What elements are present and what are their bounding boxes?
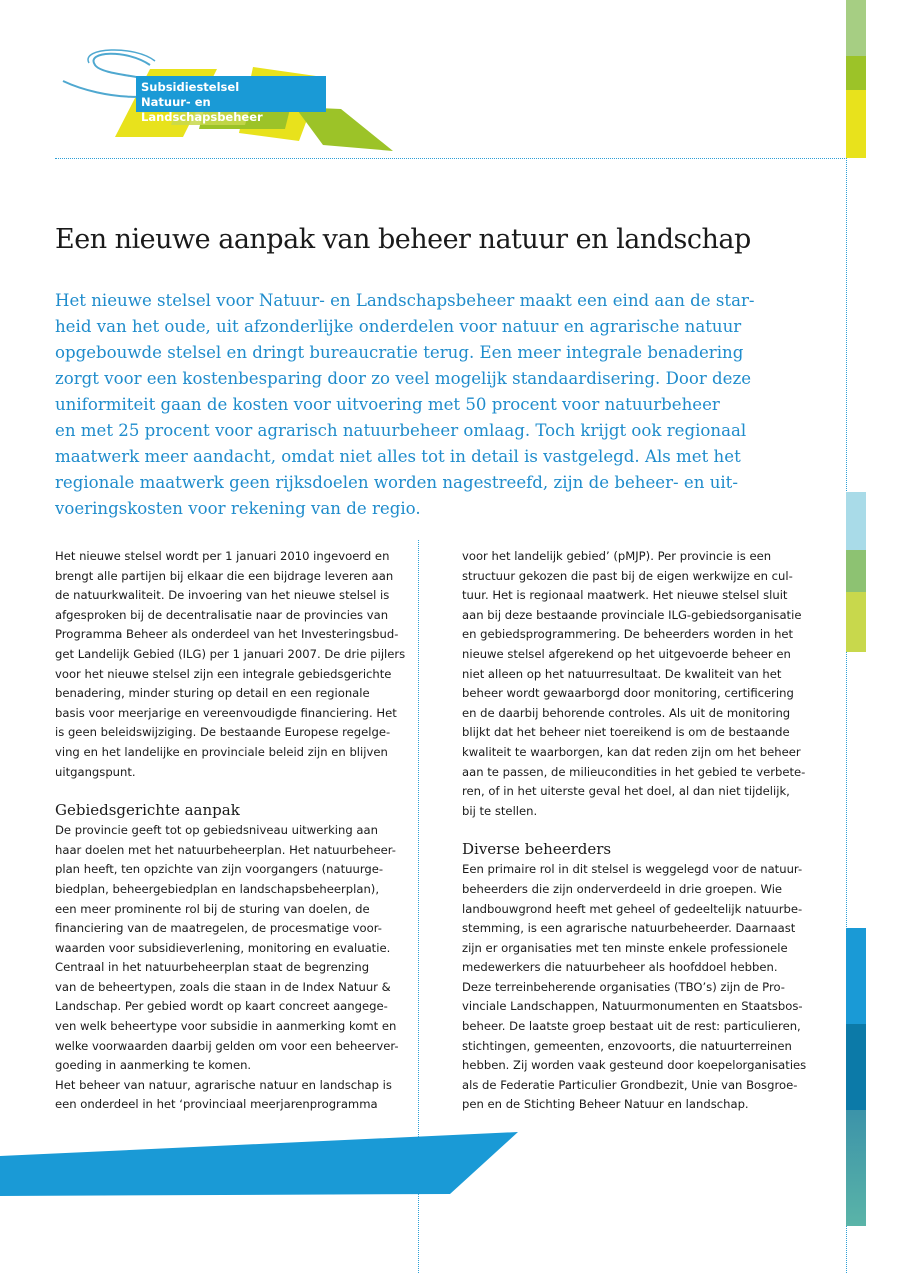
side-bar-3 — [846, 90, 866, 158]
text-line: aan bij deze bestaande provinciale ILG-gebiedsorganisatie — [462, 607, 802, 622]
text-line: ving en het landelijke en provinciale beleid zijn en blijven — [55, 744, 388, 759]
text-line: financiering van de maatregelen, de procesmatige voor- — [55, 921, 382, 936]
text-line: beheer wordt gewaarborgd door monitoring, certificering — [462, 686, 794, 701]
section-heading-beheerders: Diverse beheerders — [462, 840, 612, 859]
intro-paragraph — [55, 547, 406, 782]
text-line: biedplan, beheergebiedplan en landschapsbeheerplan), — [55, 881, 380, 896]
lead-line: Het nieuwe stelsel voor Natuur- en Landschapsbeheer maakt een eind aan de star- — [55, 291, 755, 310]
text-line: niet alleen op het natuurresultaat. De kwaliteit van het — [462, 666, 782, 681]
text-line: ren, of in het uiterste geval het doel, al dan niet tijdelijk, — [462, 784, 790, 799]
text-line: welke voorwaarden daarbij gelden om voor een beheerver- — [55, 1038, 399, 1053]
text-line: zijn er organisaties met ten minste enkele professionele — [462, 940, 788, 955]
text-line: Een primaire rol in dit stelsel is weggelegd voor de natuur- — [462, 862, 803, 877]
text-line: haar doelen met het natuurbeheerplan. Het natuurbeheer- — [55, 842, 396, 857]
side-bar-6 — [846, 592, 866, 652]
text-line: basis voor meerjarige en vereenvoudigde financiering. Het — [55, 705, 397, 720]
lead-line: heid van het oude, uit afzonderlijke onderdelen voor natuur en agrarische natuur — [55, 317, 742, 336]
text-line: plan heeft, ten opzichte van zijn voorgangers (natuurge- — [55, 862, 384, 877]
lead-paragraph — [55, 288, 815, 522]
blue-wedge-graphic — [0, 1130, 520, 1200]
text-line: is geen beleidswijziging. De bestaande Europese regelge- — [55, 725, 391, 740]
text-line: Het nieuwe stelsel wordt per 1 januari 2010 ingevoerd en — [55, 549, 390, 563]
text-line: beheer. De laatste groep bestaat uit de rest: particulieren, — [462, 1019, 801, 1034]
text-line: pen en de Stichting Beheer Natuur en landschap. — [462, 1097, 749, 1112]
continued-paragraph — [462, 547, 806, 821]
lead-line: maatwerk meer aandacht, omdat niet alles tot in detail is vastgelegd. Als met het — [55, 447, 741, 466]
text-line: aan te passen, de milieucondities in het gebied te verbete- — [462, 764, 806, 779]
text-line: beheerders die zijn onderverdeeld in drie groepen. Wie — [462, 881, 783, 896]
text-line: nieuwe stelsel afgerekend op het uitgevoerde beheer en — [462, 646, 791, 661]
text-line: Centraal in het natuurbeheerplan staat de begrenzing — [55, 960, 370, 975]
text-line: get Landelijk Gebied (ILG) per 1 januari 2007. De drie pijlers — [55, 646, 406, 661]
text-line: voor het nieuwe stelsel zijn een integrale gebiedsgerichte — [55, 666, 392, 681]
text-line: landbouwgrond heeft met geheel of gedeeltelijk natuurbe- — [462, 901, 803, 916]
text-line: stichtingen, gemeenten, enzovoorts, die natuurterreinen — [462, 1038, 792, 1053]
section-paragraph-beheerders — [462, 860, 807, 1115]
side-bar-9 — [846, 1110, 866, 1226]
lead-line: en met 25 procent voor agrarisch natuurbeheer omlaag. Toch krijgt ook regionaal — [55, 421, 747, 440]
text-line: en gebiedsprogrammering. De beheerders worden in het — [462, 627, 794, 642]
text-line: vinciale Landschappen, Natuurmonumenten en Staatsbos- — [462, 999, 803, 1014]
section-paragraph-gebiedsgericht — [55, 821, 399, 1115]
text-line: van de beheertypen, zoals die staan in de Index Natuur & — [55, 979, 391, 994]
text-line: een meer prominente rol bij de sturing van doelen, de — [55, 901, 370, 916]
side-bar-4 — [846, 492, 866, 550]
lead-line: uniformiteit gaan de kosten voor uitvoering met 50 procent voor natuurbeheer — [55, 395, 720, 414]
side-bar-2 — [846, 56, 866, 90]
logo-line-1: Subsidiestelsel — [141, 80, 240, 94]
text-line: afgesproken bij de decentralisatie naar de provincies van — [55, 607, 389, 622]
logo-wordmark — [136, 76, 326, 124]
text-line: uitgangspunt. — [55, 764, 136, 779]
right-column — [462, 547, 807, 1115]
section-heading-gebiedsgericht: Gebiedsgerichte aanpak — [55, 801, 240, 820]
text-line: tuur. Het is regionaal maatwerk. Het nieuwe stelsel sluit — [462, 588, 788, 603]
lead-line: voeringskosten voor rekening van de regio. — [55, 499, 421, 518]
side-bar-8 — [846, 1024, 866, 1110]
text-line: Het beheer van natuur, agrarische natuur en landschap is — [55, 1077, 392, 1092]
side-bar-5 — [846, 550, 866, 592]
text-line: kwaliteit te waarborgen, kan dat reden zijn om het beheer — [462, 744, 801, 759]
text-line: een onderdeel in het ‘provinciaal meerjarenprogramma — [55, 1097, 378, 1112]
text-line: goeding in aanmerking te komen. — [55, 1058, 252, 1073]
lead-line: regionale maatwerk geen rijksdoelen worden nagestreefd, zijn de beheer- en uit- — [55, 473, 738, 492]
header-divider — [55, 158, 847, 159]
logo-line-2: Natuur- en Landschapsbeheer — [141, 95, 263, 124]
text-line: hebben. Zij worden vaak gesteund door koepelorganisaties — [462, 1058, 807, 1073]
text-line: stemming, is een agrarische natuurbeheerder. Daarnaast — [462, 921, 796, 936]
left-column — [55, 547, 406, 1115]
text-line: medewerkers die natuurbeheer als hoofddoel hebben. — [462, 960, 778, 975]
text-line: bij te stellen. — [462, 803, 538, 818]
text-line: als de Federatie Particulier Grondbezit, Unie van Bosgroe- — [462, 1077, 798, 1092]
text-line: Programma Beheer als onderdeel van het Investeringsbud- — [55, 627, 399, 642]
text-line: ven welk beheertype voor subsidie in aanmerking komt en — [55, 1019, 397, 1034]
text-line: de natuurkwaliteit. De invoering van het nieuwe stelsel is — [55, 588, 390, 603]
text-line: benadering, minder sturing op detail en een regionale — [55, 686, 370, 701]
article-title: Een nieuwe aanpak van beheer natuur en landschap — [55, 224, 751, 255]
side-bar-1 — [846, 0, 866, 56]
text-line: brengt alle partijen bij elkaar die een bijdrage leveren aan — [55, 568, 394, 583]
lead-line: zorgt voor een kostenbesparing door zo veel mogelijk standaardisering. Door deze — [55, 369, 752, 388]
text-line: voor het landelijk gebied’ (pMJP). Per provincie is een — [462, 549, 772, 563]
text-line: Deze terreinbeherende organisaties (TBO’s) zijn de Pro- — [462, 979, 785, 994]
side-bar-7 — [846, 928, 866, 1024]
text-line: waarden voor subsidieverlening, monitoring en evaluatie. — [55, 940, 391, 955]
text-line: en de daarbij behorende controles. Als uit de monitoring — [462, 705, 791, 720]
text-line: blijkt dat het beheer niet toereikend is om de bestaande — [462, 725, 790, 740]
text-line: De provincie geeft tot op gebiedsniveau uitwerking aan — [55, 823, 378, 838]
lead-line: opgebouwde stelsel en dringt bureaucratie terug. Een meer integrale benadering — [55, 343, 744, 362]
text-line: Landschap. Per gebied wordt op kaart concreet aangege- — [55, 999, 388, 1014]
text-line: structuur gekozen die past bij de eigen werkwijze en cul- — [462, 568, 793, 583]
